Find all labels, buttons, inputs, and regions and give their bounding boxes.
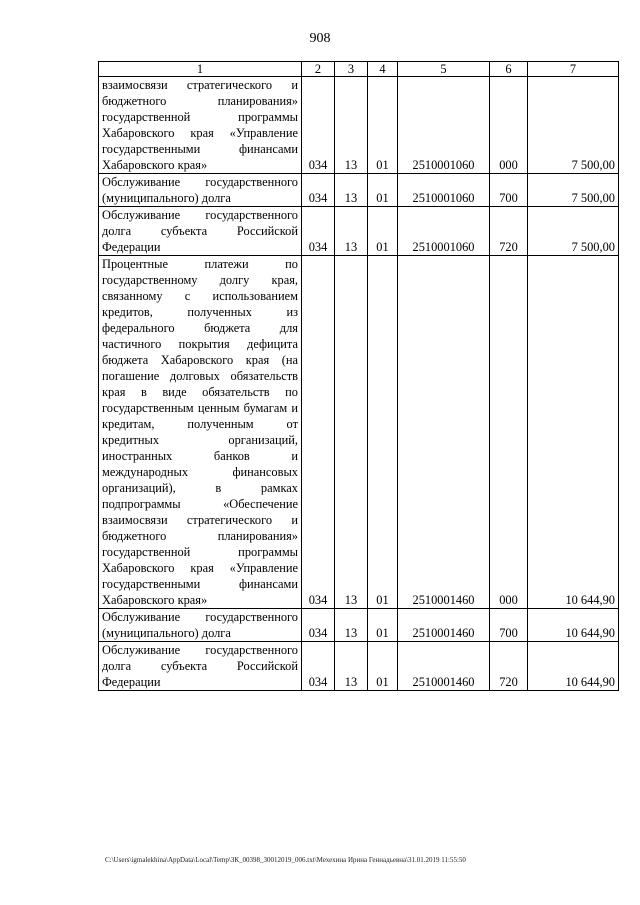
- row-expense-type: 700: [490, 174, 528, 207]
- table-row: [99, 642, 619, 691]
- row-subsection: 01: [368, 609, 398, 642]
- column-header: 5: [398, 62, 490, 77]
- row-expense-type: 720: [490, 207, 528, 256]
- row-amount: 10 644,90: [528, 609, 619, 642]
- row-target: 2510001460: [398, 256, 490, 609]
- row-section: 13: [335, 609, 368, 642]
- row-target: 2510001060: [398, 77, 490, 174]
- row-target: 2510001460: [398, 642, 490, 691]
- row-target: 2510001460: [398, 609, 490, 642]
- row-section: 13: [335, 77, 368, 174]
- row-amount: 7 500,00: [528, 207, 619, 256]
- row-section: 13: [335, 642, 368, 691]
- row-name: Обслуживание государственного долга субъекта Российской Федерации: [99, 642, 302, 691]
- file-path-footer: C:\Users\igmalekhina\AppData\Local\Temp\ЗК_00398_30012019_006.txt\Мехехина Ирина Геннадьевна\31.01.2019 11:55:50: [105, 856, 466, 864]
- row-amount: 10 644,90: [528, 256, 619, 609]
- row-code: 034: [302, 77, 335, 174]
- row-expense-type: 000: [490, 77, 528, 174]
- column-header: 2: [302, 62, 335, 77]
- row-target: 2510001060: [398, 174, 490, 207]
- row-expense-type: 700: [490, 609, 528, 642]
- row-subsection: 01: [368, 174, 398, 207]
- row-code: 034: [302, 609, 335, 642]
- table-row: [99, 207, 619, 256]
- row-expense-type: 720: [490, 642, 528, 691]
- row-subsection: 01: [368, 642, 398, 691]
- table-row: [99, 256, 619, 609]
- row-code: 034: [302, 642, 335, 691]
- row-target: 2510001060: [398, 207, 490, 256]
- row-section: 13: [335, 174, 368, 207]
- row-subsection: 01: [368, 207, 398, 256]
- row-amount: 10 644,90: [528, 642, 619, 691]
- row-name: взаимосвязи стратегического и бюджетного планирования» государственной программы Хабаровского края «Управление государственными финансами Хабаровского края»: [99, 77, 302, 174]
- table-row: [99, 174, 619, 207]
- row-code: 034: [302, 174, 335, 207]
- row-subsection: 01: [368, 256, 398, 609]
- budget-table: [98, 61, 619, 691]
- table-row: [99, 77, 619, 174]
- row-section: 13: [335, 256, 368, 609]
- row-amount: 7 500,00: [528, 174, 619, 207]
- row-name: Обслуживание государственного (муниципального) долга: [99, 609, 302, 642]
- column-header: 6: [490, 62, 528, 77]
- column-header: 1: [99, 62, 302, 77]
- row-section: 13: [335, 207, 368, 256]
- row-expense-type: 000: [490, 256, 528, 609]
- row-subsection: 01: [368, 77, 398, 174]
- row-amount: 7 500,00: [528, 77, 619, 174]
- table-row: [99, 609, 619, 642]
- column-number-row: [99, 62, 619, 77]
- page-number: 908: [309, 31, 331, 46]
- row-code: 034: [302, 256, 335, 609]
- column-header: 3: [335, 62, 368, 77]
- row-name: Обслуживание государственного долга субъекта Российской Федерации: [99, 207, 302, 256]
- row-name: Процентные платежи по государственному долгу края, связанному с использованием кредитов, полученных из федерального бюджета для частичного покрытия дефицита бюджета Хабаровского края (на погашение долговых обязательств края в виде обязательств по государственным ценным бумагам и кредитам, полученным от кредитных организаций, иностранных банков и международных финансовых организаций), в рамках подпрограммы «Обеспечение взаимосвязи стратегического и бюджетного планирования» государственной программы Хабаровского края «Управление государственными финансами Хабаровского края»: [99, 256, 302, 609]
- row-name: Обслуживание государственного (муниципального) долга: [99, 174, 302, 207]
- row-code: 034: [302, 207, 335, 256]
- column-header: 7: [528, 62, 619, 77]
- column-header: 4: [368, 62, 398, 77]
